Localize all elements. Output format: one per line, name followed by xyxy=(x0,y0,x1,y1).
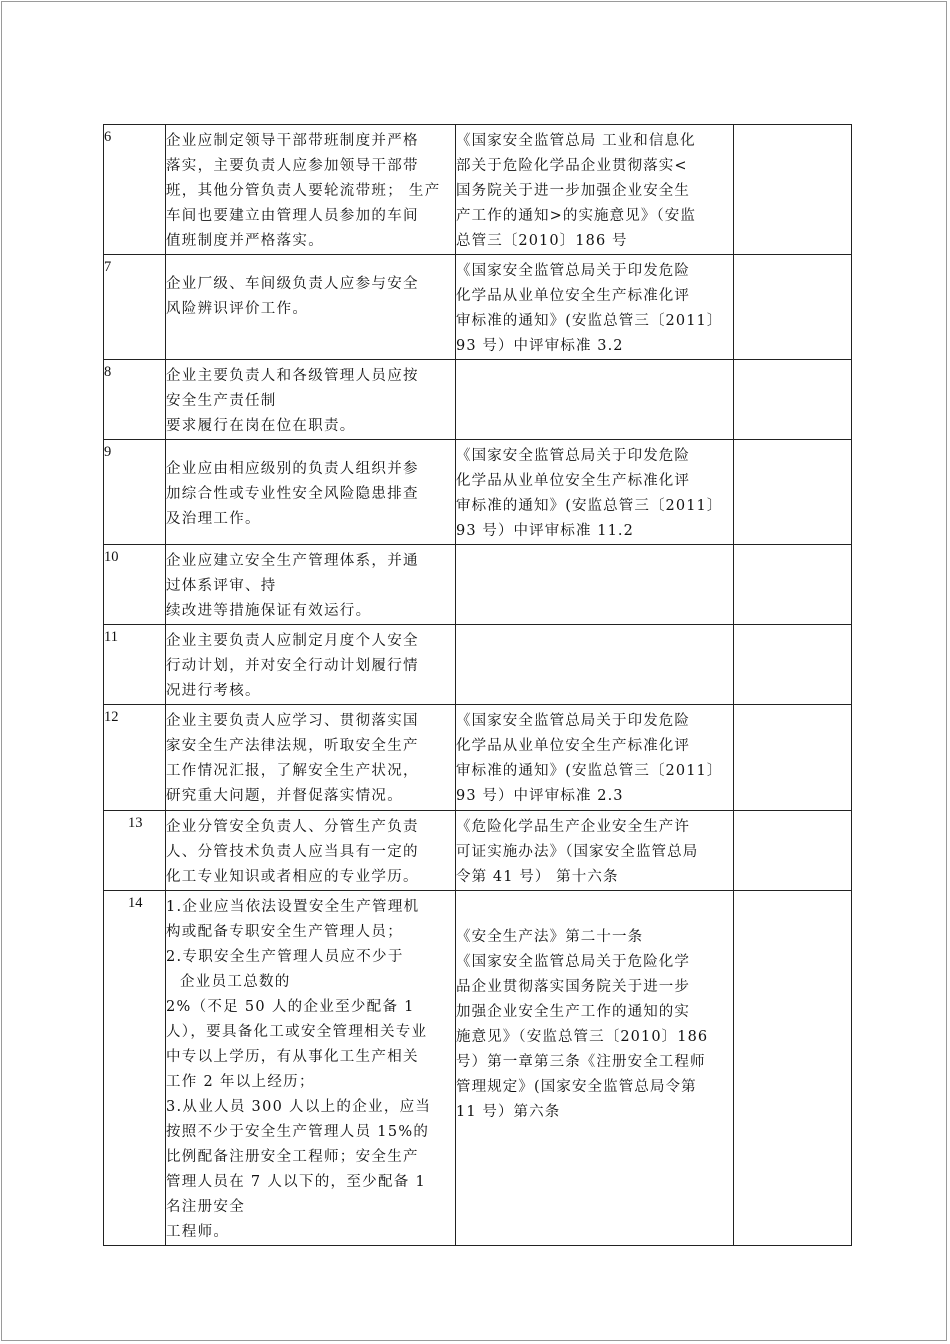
basis-line: 化学品从业单位安全生产标准化评 xyxy=(456,738,690,754)
regulation-table xyxy=(103,124,852,1246)
table-row xyxy=(104,705,852,811)
basis-cell xyxy=(456,545,734,625)
table-row xyxy=(104,625,852,705)
requirement-line: 管理人员在 7 人以下的，至少配备 1 xyxy=(166,1174,426,1190)
requirement-line: 及治理工作。 xyxy=(166,511,261,527)
basis-line: 部关于危险化学品企业贯彻落实< xyxy=(456,158,688,174)
basis-line: 审标准的通知》(安监总管三〔2011〕 xyxy=(456,498,723,514)
basis-cell xyxy=(456,440,734,545)
table-row xyxy=(104,891,852,1246)
row-number: 10 xyxy=(104,545,166,625)
requirement-line: 落实，主要负责人应参加领导干部带 xyxy=(166,158,419,174)
note-cell xyxy=(734,891,852,1246)
requirement-cell xyxy=(166,891,456,1246)
basis-line: 《国家安全监管总局关于印发危险 xyxy=(456,713,690,729)
note-cell xyxy=(734,125,852,255)
requirement-line: 况进行考核。 xyxy=(166,683,261,699)
basis-line: 《国家安全监管总局关于危险化学 xyxy=(456,954,690,970)
basis-line: 11 号）第六条 xyxy=(456,1104,561,1120)
requirement-line: 过体系评审、持 xyxy=(166,578,277,594)
table-row xyxy=(104,440,852,545)
requirement-line: 企业主要负责人应学习、贯彻落实国 xyxy=(166,713,419,729)
basis-line: 品企业贯彻落实国务院关于进一步 xyxy=(456,979,690,995)
basis-line: 《国家安全监管总局关于印发危险 xyxy=(456,263,690,279)
basis-line: 93 号）中评审标准 3.2 xyxy=(456,338,624,354)
requirement-line: 工程师。 xyxy=(166,1224,230,1240)
row-number: 11 xyxy=(104,625,166,705)
basis-line: 国务院关于进一步加强企业安全生 xyxy=(456,183,690,199)
requirement-line: 研究重大问题，并督促落实情况。 xyxy=(166,788,403,804)
basis-line: 管理规定》(国家安全监管总局令第 xyxy=(456,1079,697,1095)
table-row xyxy=(104,125,852,255)
requirement-line: 按照不少于安全生产管理人员 15%的 xyxy=(166,1124,430,1140)
basis-line: 总管三〔2010〕186 号 xyxy=(456,233,628,249)
basis-line: 《国家安全监管总局 工业和信息化 xyxy=(456,133,696,149)
basis-cell xyxy=(456,625,734,705)
row-number: 13 xyxy=(104,811,166,891)
row-number: 9 xyxy=(104,440,166,545)
basis-line: 《国家安全监管总局关于印发危险 xyxy=(456,448,690,464)
requirement-line: 企业应建立安全生产管理体系，并通 xyxy=(166,553,419,569)
requirement-line: 车间也要建立由管理人员参加的车间 xyxy=(166,208,419,224)
basis-line: 加强企业安全生产工作的通知的实 xyxy=(456,1004,690,1020)
requirement-line: 中专以上学历，有从事化工生产相关 xyxy=(166,1049,419,1065)
row-number: 12 xyxy=(104,705,166,811)
requirement-cell xyxy=(166,625,456,705)
basis-line: 化学品从业单位安全生产标准化评 xyxy=(456,288,690,304)
basis-line: 号）第一章第三条《注册安全工程师 xyxy=(456,1054,706,1070)
requirement-line: 比例配备注册安全工程师；安全生产 xyxy=(166,1149,419,1165)
requirement-cell xyxy=(166,545,456,625)
note-cell xyxy=(734,811,852,891)
table-row xyxy=(104,811,852,891)
basis-cell xyxy=(456,125,734,255)
basis-line: 施意见》（安监总管三〔2010〕186 xyxy=(456,1029,709,1045)
requirement-line: 2%（不足 50 人的企业至少配备 1 xyxy=(166,999,415,1015)
requirement-line: 工作 2 年以上经历； xyxy=(166,1074,315,1090)
requirement-line: 要求履行在岗在位在职责。 xyxy=(166,418,356,434)
requirement-line: 值班制度并严格落实。 xyxy=(166,233,324,249)
requirement-line: 加综合性或专业性安全风险隐患排查 xyxy=(166,486,419,502)
requirement-cell xyxy=(166,125,456,255)
basis-cell xyxy=(456,811,734,891)
basis-line: 93 号）中评审标准 2.3 xyxy=(456,788,624,804)
basis-line: 可证实施办法》（国家安全监管总局 xyxy=(456,844,699,860)
basis-line: 令第 41 号） 第十六条 xyxy=(456,869,619,885)
basis-cell xyxy=(456,255,734,360)
requirement-line: 人），要具备化工或安全管理相关专业 xyxy=(166,1024,428,1040)
row-number: 7 xyxy=(104,255,166,360)
requirement-line: 行动计划，并对安全行动计划履行情 xyxy=(166,658,419,674)
requirement-line: 企业应制定领导干部带班制度并严格 xyxy=(166,133,419,149)
requirement-line: 企业员工总数的 xyxy=(180,974,291,990)
basis-line: 《危险化学品生产企业安全生产许 xyxy=(456,819,690,835)
requirement-line: 企业应由相应级别的负责人组织并参 xyxy=(166,461,419,477)
basis-line: 93 号）中评审标准 11.2 xyxy=(456,523,634,539)
requirement-cell xyxy=(166,705,456,811)
row-number: 6 xyxy=(104,125,166,255)
table-row xyxy=(104,360,852,440)
basis-line: 审标准的通知》(安监总管三〔2011〕 xyxy=(456,313,723,329)
row-number: 14 xyxy=(104,891,166,1246)
note-cell xyxy=(734,705,852,811)
note-cell xyxy=(734,255,852,360)
basis-cell xyxy=(456,360,734,440)
basis-line: 化学品从业单位安全生产标准化评 xyxy=(456,473,690,489)
basis-line: 《安全生产法》第二十一条 xyxy=(456,929,644,945)
note-cell xyxy=(734,545,852,625)
basis-line: 产工作的通知>的实施意见》（安监 xyxy=(456,208,696,224)
note-cell xyxy=(734,440,852,545)
requirement-line: 安全生产责任制 xyxy=(166,393,277,409)
requirement-line: 企业厂级、车间级负责人应参与安全 xyxy=(166,276,419,292)
requirement-line: 家安全生产法律法规，听取安全生产 xyxy=(166,738,419,754)
requirement-line: 2.专职安全生产管理人员应不少于 xyxy=(166,949,404,965)
requirement-line: 企业主要负责人和各级管理人员应按 xyxy=(166,368,419,384)
row-number: 8 xyxy=(104,360,166,440)
requirement-line: 续改进等措施保证有效运行。 xyxy=(166,603,372,619)
requirement-cell xyxy=(166,255,456,360)
requirement-line: 班，其他分管负责人要轮流带班； 生产 xyxy=(166,183,441,199)
basis-line: 审标准的通知》(安监总管三〔2011〕 xyxy=(456,763,723,779)
requirement-line: 1.企业应当依法设置安全生产管理机 xyxy=(166,899,420,915)
requirement-line: 企业分管安全负责人、分管生产负责 xyxy=(166,819,419,835)
table-row xyxy=(104,545,852,625)
requirement-line: 风险辨识评价工作。 xyxy=(166,301,309,317)
table-row xyxy=(104,255,852,360)
requirement-line: 构或配备专职安全生产管理人员； xyxy=(166,924,403,940)
requirement-cell xyxy=(166,440,456,545)
basis-cell xyxy=(456,891,734,1246)
requirement-line: 3.从业人员 300 人以上的企业，应当 xyxy=(166,1099,432,1115)
requirement-line: 工作情况汇报，了解安全生产状况， xyxy=(166,763,419,779)
requirement-line: 名注册安全 xyxy=(166,1199,245,1215)
basis-cell xyxy=(456,705,734,811)
requirement-cell xyxy=(166,360,456,440)
note-cell xyxy=(734,360,852,440)
note-cell xyxy=(734,625,852,705)
requirement-line: 人、分管技术负责人应当具有一定的 xyxy=(166,844,419,860)
requirement-line: 化工专业知识或者相应的专业学历。 xyxy=(166,869,419,885)
requirement-cell xyxy=(166,811,456,891)
requirement-line: 企业主要负责人应制定月度个人安全 xyxy=(166,633,419,649)
